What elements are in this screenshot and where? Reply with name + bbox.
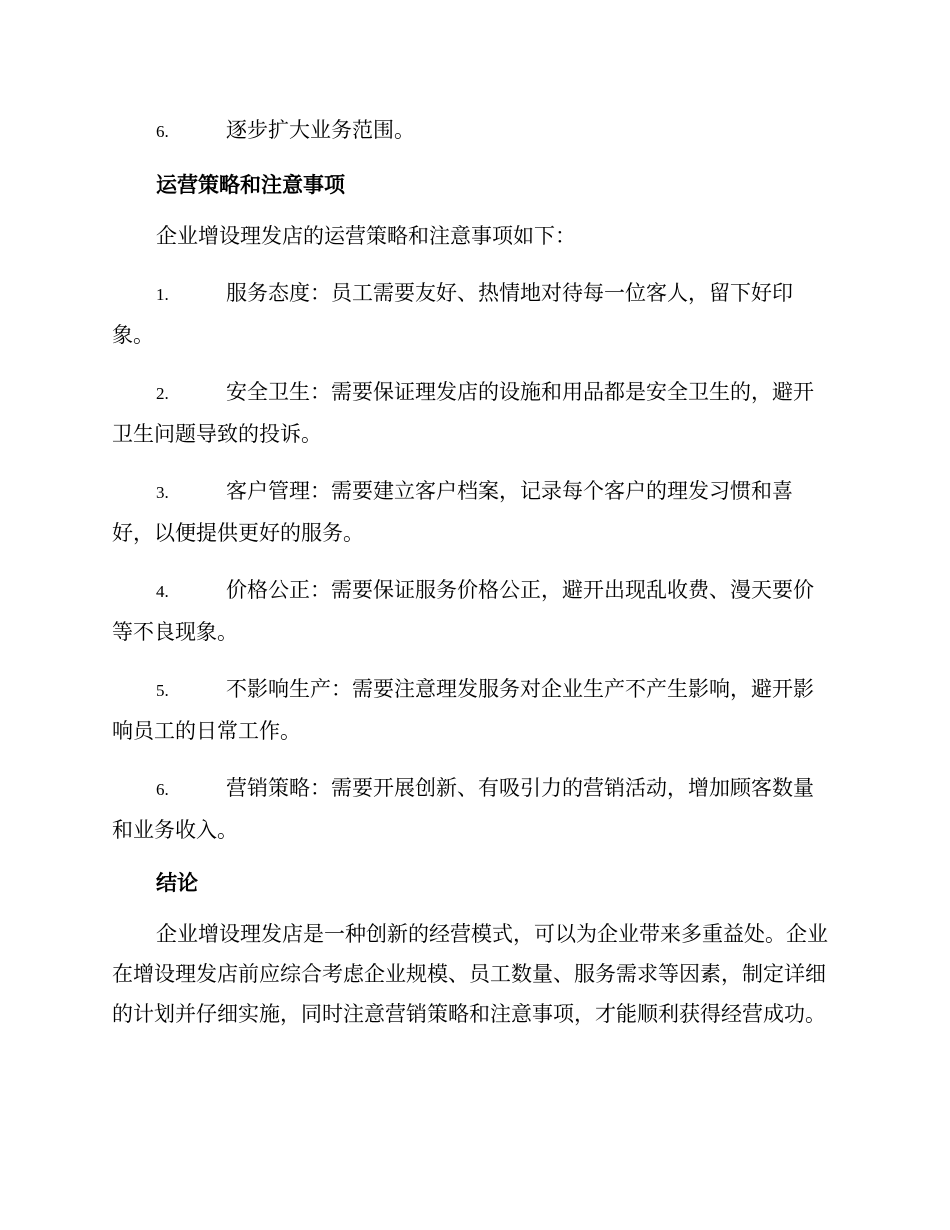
list-text: 服务态度：员工需要友好、热情地对待每一位客人，留下好印象。 <box>112 281 793 347</box>
section-intro: 企业增设理发店的运营策略和注意事项如下： <box>156 224 576 248</box>
list-text: 营销策略：需要开展创新、有吸引力的营销活动，增加顾客数量和业务收入。 <box>112 776 814 842</box>
list-item <box>112 372 833 454</box>
list-number: 6. <box>156 780 169 799</box>
list-item <box>112 110 833 152</box>
section-heading-conclusion: 结论 <box>156 871 198 895</box>
list-text: 客户管理：需要建立客户档案，记录每个客户的理发习惯和喜好，以便提供更好的服务。 <box>112 479 793 545</box>
list-number: 2. <box>156 384 169 403</box>
list-item <box>112 669 833 751</box>
list-text: 安全卫生：需要保证理发店的设施和用品都是安全卫生的，避开卫生问题导致的投诉。 <box>112 380 814 446</box>
list-number: 3. <box>156 483 169 502</box>
list-text: 价格公正：需要保证服务价格公正，避开出现乱收费、漫天要价等不良现象。 <box>112 578 814 644</box>
section-heading-operations: 运营策略和注意事项 <box>156 173 345 197</box>
list-text: 逐步扩大业务范围。 <box>226 118 415 142</box>
list-item <box>112 570 833 652</box>
list-item <box>112 768 833 850</box>
list-number: 6. <box>156 122 169 141</box>
list-item <box>112 273 833 355</box>
list-number: 4. <box>156 582 169 601</box>
list-number: 1. <box>156 285 169 304</box>
list-text: 不影响生产：需要注意理发服务对企业生产不产生影响，避开影响员工的日常工作。 <box>112 677 814 743</box>
list-item <box>112 471 833 553</box>
list-number: 5. <box>156 681 169 700</box>
conclusion-paragraph: 企业增设理发店是一种创新的经营模式，可以为企业带来多重益处。企业在增设理发店前应综合考虑企业规模、员工数量、服务需求等因素，制定详细的计划并仔细实施，同时注意营销策略和注意事项，才能顺利获得经营成功。 <box>112 922 828 1026</box>
